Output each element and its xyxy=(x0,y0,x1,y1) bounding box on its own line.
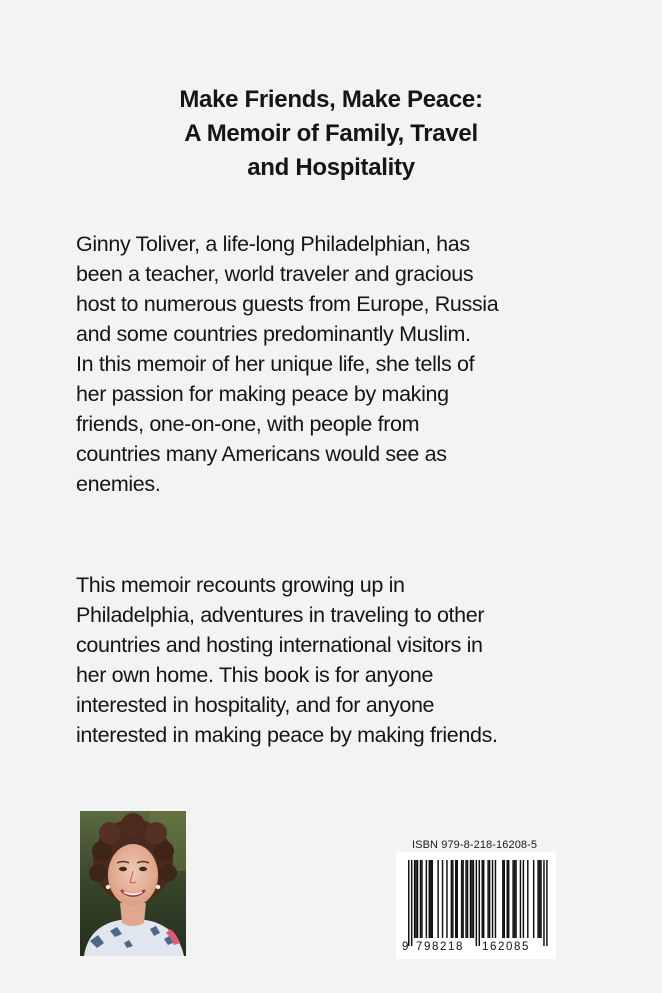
barcode-digit-group-1: 798218 xyxy=(416,941,464,953)
barcode-bar xyxy=(523,860,524,938)
text-line: and some countries predominantly Muslim. xyxy=(76,322,471,346)
barcode-digit-group-2: 162085 xyxy=(482,941,530,953)
text-line: her own home. This book is for anyone xyxy=(76,663,434,687)
barcode-bar xyxy=(471,860,472,938)
barcode-bar xyxy=(512,860,513,938)
barcode-bar xyxy=(473,860,474,938)
barcode-bar xyxy=(426,860,427,938)
text-line: countries many Americans would see as xyxy=(76,442,447,466)
isbn-label: ISBN 979-8-218-16208-5 xyxy=(412,839,538,851)
description-paragraph-2 xyxy=(76,570,612,750)
barcode-bar xyxy=(508,860,509,938)
barcode-bar xyxy=(408,860,409,946)
text-line: been a teacher, world traveler and gracious xyxy=(76,262,474,286)
barcode-bar xyxy=(539,860,540,938)
text-line: friends, one-on-one, with people from xyxy=(76,412,420,436)
barcode-bar xyxy=(495,860,496,938)
title-line: and Hospitality xyxy=(247,154,415,181)
barcode-bar xyxy=(492,860,493,938)
barcode-bar xyxy=(527,860,528,938)
barcode-bar xyxy=(414,860,415,938)
barcode-bar xyxy=(430,860,431,938)
author-photo xyxy=(80,811,186,956)
title-line: A Memoir of Family, Travel xyxy=(184,120,478,147)
barcode-bar xyxy=(455,860,456,938)
barcode-bar xyxy=(432,860,433,938)
barcode-bar xyxy=(502,860,503,938)
barcode-bar xyxy=(452,860,453,938)
barcode-bar xyxy=(476,860,477,946)
description-paragraph-1 xyxy=(76,229,612,499)
barcode-bar xyxy=(482,860,483,938)
barcode-bar xyxy=(467,860,468,938)
barcode-bar xyxy=(540,860,541,938)
barcode-bar xyxy=(487,860,488,938)
barcode-bar xyxy=(461,860,462,938)
barcode-bar xyxy=(520,860,521,938)
author-photo-image xyxy=(80,811,186,956)
barcode-bar xyxy=(470,860,471,938)
title-line: Make Friends, Make Peace: xyxy=(179,86,483,113)
barcode-bar xyxy=(420,860,421,938)
book-title xyxy=(0,83,662,185)
barcode-bar xyxy=(442,860,443,938)
text-line: In this memoir of her unique life, she tells of xyxy=(76,352,475,376)
barcode-bar xyxy=(415,860,416,938)
text-line: interested in hospitality, and for anyone xyxy=(76,693,435,717)
barcode-bar xyxy=(417,860,418,938)
barcode-bar xyxy=(429,860,430,938)
text-line: This memoir recounts growing up in xyxy=(76,573,405,597)
barcode-bar xyxy=(451,860,452,938)
barcode-bar xyxy=(457,860,458,938)
barcode-bar xyxy=(514,860,515,938)
barcode-bar xyxy=(546,860,547,946)
text-line: Ginny Toliver, a life-long Philadelphian, has xyxy=(76,232,470,256)
text-line: countries and hosting international visitors in xyxy=(76,633,483,657)
barcode-bar xyxy=(462,860,463,938)
text-line: enemies. xyxy=(76,472,161,496)
barcode-bar xyxy=(483,860,484,938)
barcode-bar xyxy=(479,860,480,946)
text-line: Philadelphia, adventures in traveling to other xyxy=(76,603,485,627)
barcode-bar xyxy=(411,860,412,946)
barcode-bar xyxy=(437,860,438,938)
barcode-bar xyxy=(465,860,466,938)
barcode-bar xyxy=(446,860,447,938)
barcode-bar xyxy=(543,860,544,946)
text-line: her passion for making peace by making xyxy=(76,382,449,406)
barcode-bar xyxy=(504,860,505,938)
barcode-bar xyxy=(515,860,516,938)
text-line: host to numerous guests from Europe, Russia xyxy=(76,292,499,316)
barcode-lead-digit: 9 xyxy=(402,941,409,953)
text-line: interested in making peace by making friends. xyxy=(76,723,498,747)
barcode-bar xyxy=(421,860,422,938)
barcode-bar xyxy=(537,860,538,938)
barcode-bar xyxy=(506,860,507,938)
barcode-bar xyxy=(489,860,490,938)
barcode-bar xyxy=(533,860,534,938)
